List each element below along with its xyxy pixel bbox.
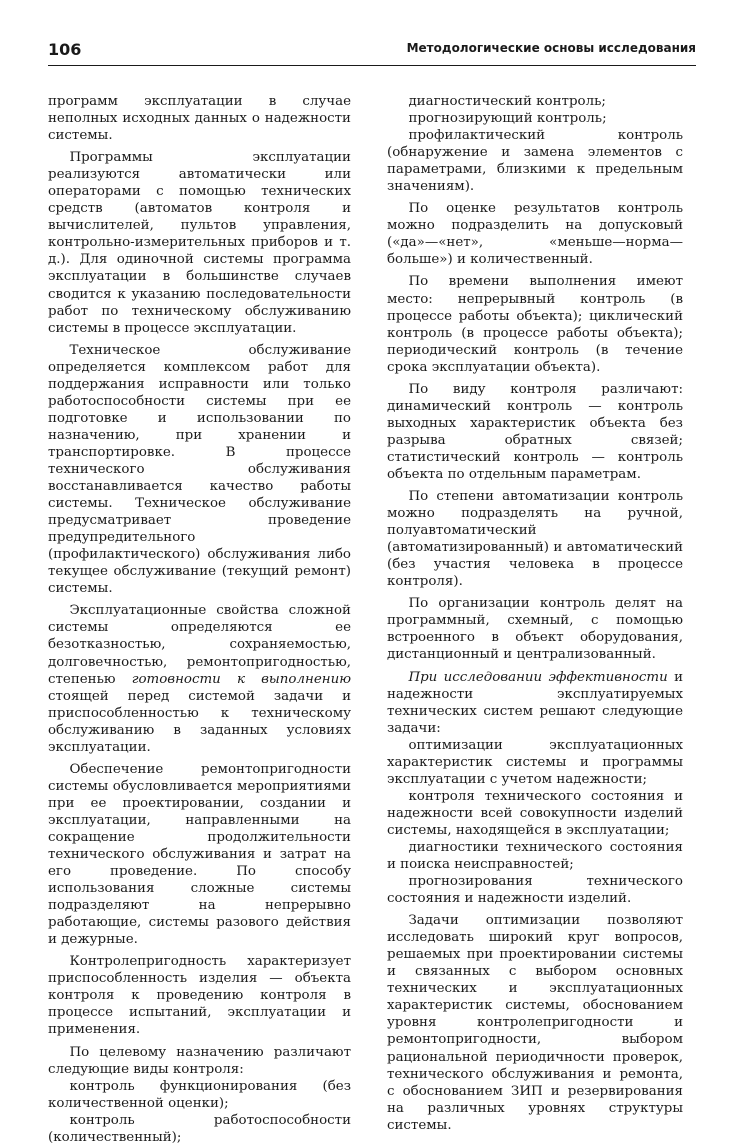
list-item: прогнозирующий контроль; — [408, 111, 607, 127]
running-title: Методологические основы исследования — [406, 41, 696, 55]
paragraph: По виду контроля различают: динамический контроль — контроль выходных характеристик объекта без разрыва обратных связей; статистический контроль — контроль объекта по отдельным параметрам. — [387, 381, 683, 482]
italic-term: готовности к выполнению — [131, 671, 351, 687]
italic-lead: При исследовании эффективности — [408, 669, 668, 685]
paragraph-text: стоящей перед системой задачи и приспособленностью к техническому обслуживанию в заданных условиях эксплуатации. — [48, 688, 351, 755]
paragraph-text: и надежности эксплуатируемых технических систем решают следующие задачи: — [387, 669, 683, 736]
paragraph-text: Эксплуатационные свойства сложной системы определяются ее безотказностью, сохраняемостью, долговечностью, ремонтопригодностью, степенью — [48, 603, 351, 687]
paragraph: По оценке результатов контроль можно подразделить на допусковый («да»—«нет», «меньше—норма—больше») и количественный. — [387, 201, 683, 268]
paragraph — [387, 669, 683, 737]
list-item: контроль работоспособности (количественный); — [48, 1112, 351, 1145]
list-item: контроль функционирования (без количественной оценки); — [48, 1078, 351, 1111]
header-rule — [48, 65, 696, 66]
list-item: оптимизации эксплуатационных характеристик системы и программы эксплуатации с учетом надежности; — [387, 737, 683, 787]
paragraph: По степени автоматизации контроль можно подразделять на ручной, полуавтоматический (автоматизированный) и автоматический (без участия человека в процессе контроля). — [387, 489, 683, 590]
list-item: диагностический контроль; — [408, 94, 606, 109]
paragraph: По целевому назначению различают следующие виды контроля: — [48, 1044, 351, 1077]
paragraph: Техническое обслуживание определяется комплексом работ для поддержания исправности или только работоспособности системы при ее подготовке и использовании по назначению, при хранении и транспортировке. В процессе технического обслуживания восстанавливается качество работы системы. Техническое обслуживание предусматривает проведение предупредительного (профилактического) обслуживания либо текущее обслуживание (текущий ремонт) системы. — [48, 342, 351, 597]
page-header — [48, 38, 696, 62]
paragraph: Контролепригодность характеризует приспособленность изделия — объекта контроля к проведению контроля в процессе испытаний, эксплуатации и применения. — [48, 954, 351, 1038]
paragraph: Задачи оптимизации позволяют исследовать широкий круг вопросов, решаемых при проектировании системы и связанных с выбором основных технических и эксплуатационных характеристик системы, обоснованием уровня контролепригодности и ремонтопригодности, выбором рациональной периодичности проверок, технического обслуживания и ремонта, с обоснованием ЗИП и резервирования на различных уровнях структуры системы. — [387, 913, 683, 1133]
list-item: контроля технического состояния и надежности всей совокупности изделий системы, находящейся в эксплуатации; — [387, 788, 683, 838]
list-item: профилактический контроль (обнаружение и замена элементов с параметрами, близкими к предельным значениям). — [387, 128, 683, 195]
list-item: прогнозирования технического состояния и надежности изделий. — [387, 874, 683, 907]
left-column — [48, 93, 351, 1146]
paragraph: По времени выполнения имеют место: непрерывный контроль (в процессе работы объекта); циклический контроль (в процессе работы объекта); периодический контроль (в течение срока эксплуатации объекта). — [387, 274, 683, 375]
paragraph: Программы эксплуатации реализуются автоматически или операторами с помощью технических средств (автоматов контроля и вычислителей, пультов управления, контрольно-измерительных приборов и т. д.). Для одиночной системы программа эксплуатации в большинстве случаев сводится к указанию последовательности работ по техническому обслуживанию системы в процессе эксплуатации. — [48, 150, 351, 336]
page-number: 106 — [48, 40, 82, 59]
paragraph: По организации контроль делят на программный, схемный, с помощью встроенного в объект оборудования, дистанционный и централизованный. — [387, 596, 683, 663]
paragraph: программ эксплуатации в случае неполных исходных данных о надежности системы. — [48, 94, 351, 144]
right-column — [387, 93, 683, 1134]
list-item: диагностики технического состояния и поиска неисправностей; — [387, 839, 683, 873]
paragraph: Обеспечение ремонтопригодности системы обусловливается мероприятиями при ее проектировании, создании и эксплуатации, направленными на сокращение продолжительности технического обслуживания и затрат на его проведение. По способу использования сложные системы подразделяют на непрерывно работающие, системы разового действия и дежурные. — [48, 761, 351, 948]
paragraph — [48, 602, 351, 755]
